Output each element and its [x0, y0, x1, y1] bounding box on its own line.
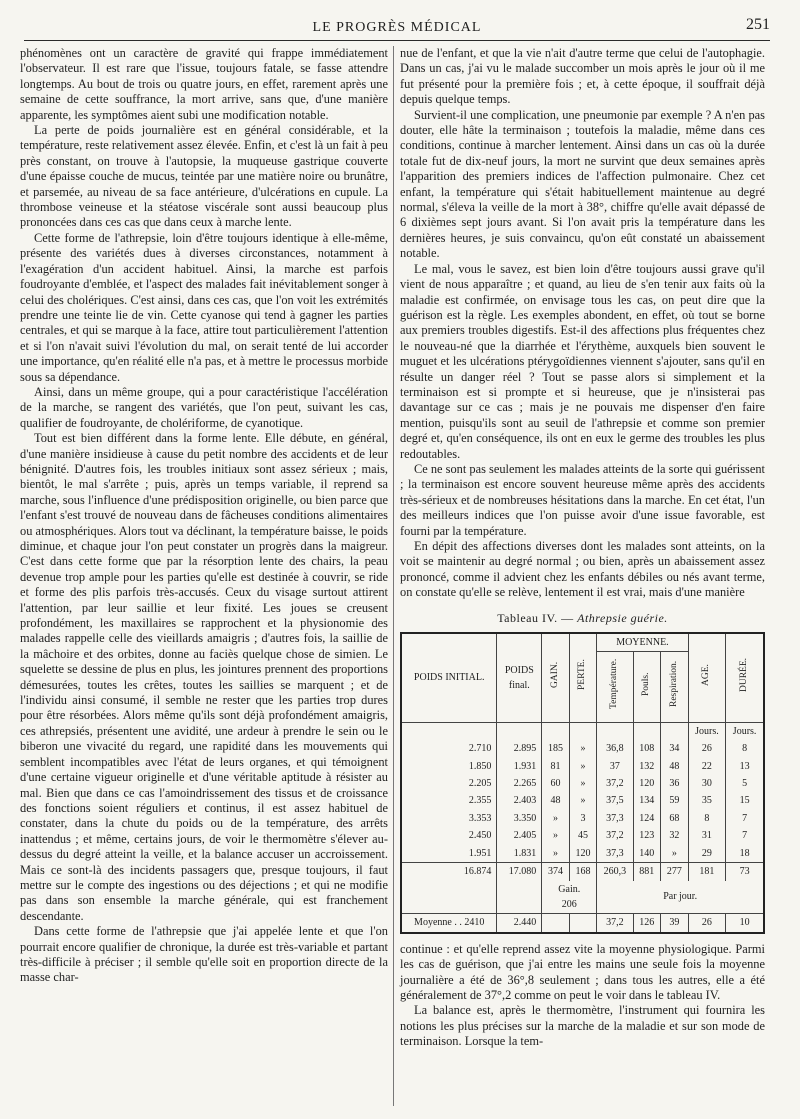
paragraph: En dépit des affections diverses dont les malades sont atteints, on la voit se maintenir au degré normal ; ou bien, après un abaissement assez prononcé, comme il advient chez les enfants débiles ou nés avant terme, on constate qu'elle se relève, lentement il est vrai, mais d'une manière — [400, 539, 765, 600]
gain-cell: Gain. 206 — [542, 881, 597, 914]
table-average-row: Moyenne . . 2410 2.440 37,2 126 39 26 10 — [401, 914, 764, 933]
header-moyenne: MOYENNE. — [597, 633, 688, 652]
table-row: 2.450 2.405 » 45 37,2 123 32 31 7 — [401, 827, 764, 844]
paragraph: Ainsi, dans un même groupe, qui a pour caractéristique l'accélération de la marche, se rangent des variétés, que l'on peut, suivant les cas, qualifier de foudroyante, de cholériforme, de cyanotique. — [20, 384, 388, 430]
table-row: 2.710 2.895 185 » 36,8 108 34 26 8 — [401, 740, 764, 757]
data-table — [400, 632, 765, 934]
right-column — [400, 46, 765, 1050]
table-row: 2.205 2.265 60 » 37,2 120 36 30 5 — [401, 775, 764, 792]
table-caption-title: Athrepsie guérie. — [577, 610, 668, 625]
header-gain: GAIN. — [542, 633, 570, 722]
paragraph: La balance est, après le thermomètre, l'instrument qui fournira les notions les plus précises sur la marche de la maladie et sur son mode de terminaison. Lorsque la tem- — [400, 1003, 765, 1049]
table-row: 3.353 3.350 » 3 37,3 124 68 8 7 — [401, 810, 764, 827]
header-duree: DURÉE. — [726, 633, 764, 722]
table-gain-row — [401, 881, 764, 914]
unit-age: Jours. — [688, 722, 726, 740]
table-row: 1.850 1.931 81 » 37 132 48 22 13 — [401, 758, 764, 775]
paragraph: Dans cette forme de l'athrepsie que j'ai appelée lente et que l'on pourrait encore qualifier de chronique, la durée est très-variable et partant très-difficile à préciser ; il semble qu'elle soit en proportion directe de la masse char- — [20, 924, 388, 985]
header-temperature: Température. — [597, 652, 633, 722]
journal-title: LE PROGRÈS MÉDICAL — [312, 20, 482, 35]
header-age: AGE. — [688, 633, 726, 722]
unit-duree: Jours. — [726, 722, 764, 740]
paragraph: Le mal, vous le savez, est bien loin d'être toujours aussi grave qu'il vient de nous apparaître ; et quand, au lieu de s'en tenir aux faits où la maladie est confirmée, on envisage tous les cas, on peut dire que la guérison est la règle. Les exemples abondent, en effet, où tout se borne aux premiers troubles digestifs. Est-il des affections plus fréquentes chez le nouveau-né que la diarrhée et l'érythème, auxquels bien souvent le muguet et les ulcérations ptérygoïdiennes viennent s'ajouter, sans qu'il en résulte un danger réel ? Tout se passe alors si simplement et la terminaison est si prompte et si heureuse, que je n'insisterai pas davantage sur ce cas ; mais je ne pouvais me dispenser d'en faire mention, puisqu'ils sont au seuil de l'athrepsie et comme son premier degré et, qu'en conséquence, ils ont en eux le germe des troubles les plus redoutables. — [400, 261, 765, 461]
paragraph: nue de l'enfant, et que la vie n'ait d'autre terme que celui de l'autophagie. Dans un cas, j'ai vu le malade succomber un mois après le jour où il me fut présenté pour la première fois ; et, à cette époque, il souffrait déjà depuis quelque temps. — [400, 46, 765, 107]
paragraph: Tout est bien différent dans la forme lente. Elle débute, en général, d'une manière insidieuse à cause du petit nombre des accidents et de leur bénignité. D'autres fois, les troubles initiaux sont assez sérieux ; mais, bientôt, le mal s'arrête ; puis, après un temps variable, il reprend sa marche, sous l'influence d'une prédisposition originelle, ou bien parce que l'enfant s'est trouvé de nouveau dans de fâcheuses conditions alimentaires ou atmosphériques. Alors tout va déclinant, la température baisse, le poids diminue, et chaque jour l'on peut constater un progrès dans la maigreur. C'est dans cette forme que par la résorption lente des chairs, la peau devenue trop ample pour les parties qu'elle est destinée à couvrir, se ride et forme des plis parfois très-accusés. Ceux du visage surtout attirent l'attention, par leur saillie et leur fixité. Les joues se creusent profondément, les maxillaires se rapprochent et la physionomie des malades rappelle celle des vieillards amaigris ; d'autres fois, la saillie de la mâchoire et des orbites, donne au faciès quelque chose de simien. Le squelette se dessine de plus en plus, les jointures prennent des proportions démesurées, toutes les crêtes, toutes les saillies se marquent ; et de l'individu ainsi consumé, il semble ne rester que les parties trop dures pour être résorbées. Alors même qu'ils sont déjà profondément amaigris, ces athrepsiés, présentent une avidité, une ardeur à prendre le sein ou le biberon une vivacité du regard, une rapidité dans les mouvements qui semblent incompatibles avec l'état de leurs organes, et qui témoignent d'une certaine vigueur originelle et d'une véritable aptitude à résister au mal. Bien que dans ce cas l'amoindrissement des tissus et de croissance des fonctions soient réguliers et continus, il est assez habituel de constater, dans la chute du poids ou de la température, des arrêts inattendus ; et même, certains jours, de voir le thermomètre s'élever au-dessus du degré atteint la veille, et la balance accuser un accroissement. Mais ce sont-là des incidents passagers que, presque toujours, il faut mettre sur le compte des ingestions ou des déjections ; et qui ne modifie pas dans son ensemble la marche générale, qui est franchement descendante. — [20, 431, 388, 923]
left-column — [20, 46, 388, 986]
table-caption — [400, 611, 765, 626]
paragraph: Survient-il une complication, une pneumonie par exemple ? A n'en pas douter, elle hâte la terminaison ; toutefois la maladie, même dans ces conditions, continue à marcher lentement. Ainsi dans un cas où la durée totale fut de dix-neuf jours, la mort ne survint que deux semaines après l'apparition des premiers indices de l'affection pulmonaire. Chez cet enfant, la température qui s'était habituellement maintenue au degré normal, s'éleva la veille de la mort à 38°, chiffre qu'elle avait dépassé de 6 dixièmes sept jours avant. Si l'on avait pris la température dans les dernières heures, je suis convaincu, qu'on eût constaté un abaissement notable. — [400, 107, 765, 261]
paragraph: Ce ne sont pas seulement les malades atteints de la sorte qui guérissent ; la terminaison est encore souvent heureuse même après des accidents très-sérieux et de nombreuses hésitations dans la marche. En cet état, l'un des meilleurs indices que l'on puisse avoir d'une issue favorable, est fourni par la température. — [400, 461, 765, 538]
header-perte: PERTE. — [569, 633, 597, 722]
table-totals-row: 16.874 17.080 374 168 260,3 881 277 181 73 — [401, 863, 764, 881]
header-respiration: Respiration. — [661, 652, 689, 722]
paragraph: Cette forme de l'athrepsie, loin d'être toujours identique à elle-même, présente des variétés dues à diverses circonstances, notamment à l'exagération d'un accident habituel. Ainsi, la marche est parfois foudroyante d'emblée, et l'aspect des malades fait inévitablement songer à celui des cholériques. C'est ainsi, dans ces cas, que l'on voit les extrémités prendre une teinte lie de vin. Cette cyanose qui tend à gagner les parties centrales, et qui se marque à la face, attire tout particulièrement l'attention et si l'on n'avait suivi l'évolution du mal, on serait tenté de lui accorder une importance, qu'en réalité elle n'a pas, et à mettre le processus morbide sous sa dépendance. — [20, 230, 388, 384]
paragraph: continue : et qu'elle reprend assez vite la moyenne physiologique. Parmi les cas de guérison, que j'ai entre les mains une seule fois la moyenne journalière a été de 36°,8 seulement ; dans tous les autres, elle a été généralement de 37°,2 comme on peut le voir dans le tableau IV. — [400, 941, 765, 1002]
header-poids-final: POIDS final. — [497, 633, 542, 722]
par-jour-label: Par jour. — [597, 881, 764, 914]
page-number: 251 — [746, 16, 770, 33]
column-divider — [393, 46, 394, 1106]
page-header — [24, 14, 770, 41]
paragraph: La perte de poids journalière est en général considérable, et la température, reste relativement assez élevée. Enfin, et c'est là un fait à peu près constant, on trouve à l'autopsie, la muqueuse gastrique couverte d'une épaisse couche de mucus, teintée par une matière noire ou brunâtre, et parsemée, au niveau de sa face antérieure, d'ulcérations en cupule. La thrombose veineuse et la stéatose viscérale sont aussi beaucoup plus prononcées dans ces cas que dans ceux à marche lente. — [20, 123, 388, 230]
table-row: 1.951 1.831 » 120 37,3 140 » 29 18 — [401, 845, 764, 863]
table-units-row — [401, 722, 764, 740]
table-row: 2.355 2.403 48 » 37,5 134 59 35 15 — [401, 792, 764, 809]
moyenne-label: Moyenne . . 2410 — [401, 914, 497, 933]
header-pouls: Pouls. — [633, 652, 661, 722]
header-poids-initial: POIDS INITIAL. — [401, 633, 497, 722]
table-caption-prefix: Tableau IV. — — [497, 610, 578, 625]
paragraph: phénomènes ont un caractère de gravité qui frappe immédiatement l'observateur. Il est rare que l'issue, toujours fatale, se fasse attendre longtemps. Au bout de trois ou quatre jours, en effet, rarement après une semaine de cette souffrance, la mort arrive, sans que, d'une manière apparente, les symptômes aient subi une modification notable. — [20, 46, 388, 122]
